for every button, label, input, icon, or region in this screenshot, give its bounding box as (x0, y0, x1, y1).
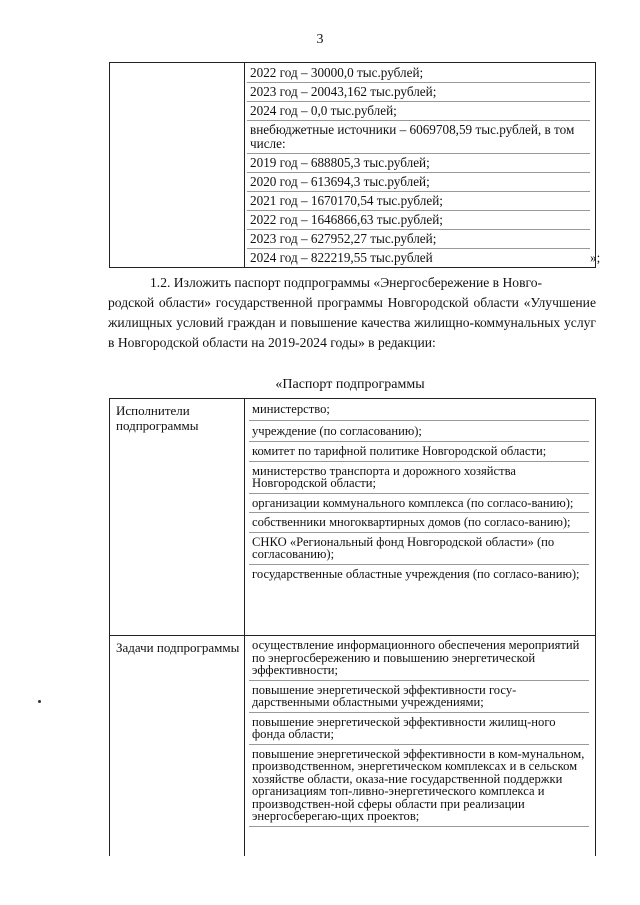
funding-line: 2023 год – 20043,162 тыс.рублей; (247, 83, 590, 102)
executor-item: министерство транспорта и дорожного хозяйства Новгородской области; (249, 462, 589, 494)
tasks-label: Задачи подпрограммы (116, 640, 240, 655)
amendment-paragraph (108, 273, 596, 353)
executors-label: Исполнители подпрограммы (116, 403, 199, 433)
executor-item: государственные областные учреждения (по согласо-ванию); (252, 566, 580, 581)
task-item: повышение энергетической эффективности жилищ-ного фонда области; (249, 713, 589, 745)
column-divider (244, 399, 245, 856)
funding-line: 2024 год – 822219,55 тыс.рублей (250, 250, 433, 265)
funding-line: 2022 год – 1646866,63 тыс.рублей; (247, 211, 590, 230)
paragraph-first-line: 1.2. Изложить паспорт подпрограммы «Энергосбережение в Новго- (150, 275, 543, 290)
executors-list (249, 399, 589, 583)
funding-line: 2022 год – 30000,0 тыс.рублей; (247, 64, 590, 83)
task-item: повышение энергетической эффективности госу-дарственными областными учреждениями; (249, 681, 589, 713)
funding-cell (247, 64, 590, 267)
margin-dot (38, 700, 41, 703)
paragraph-body: родской области» государственной программы Новгородской области «Улучшение жилищных условий граждан и повышение качества жилищно-коммунальных услуг в Новгородской области на 2019-2024 годы» в редакции: (108, 295, 596, 350)
page-number: 3 (316, 32, 324, 47)
funding-line: 2023 год – 627952,27 тыс.рублей; (247, 230, 590, 249)
funding-line: 2019 год – 688805,3 тыс.рублей; (247, 154, 590, 173)
executor-item: СНКО «Региональный фонд Новгородской области» (по согласованию); (249, 533, 589, 565)
closing-quote: »; (590, 250, 601, 265)
passport-table (109, 398, 596, 856)
funding-line: 2020 год – 613694,3 тыс.рублей; (247, 173, 590, 192)
funding-line: 2021 год – 1670170,54 тыс.рублей; (247, 192, 590, 211)
column-divider (244, 63, 245, 267)
executor-item: организации коммунального комплекса (по согласо-ванию); (249, 494, 589, 514)
funding-table (109, 62, 596, 268)
task-item: осуществление информационного обеспечения мероприятий по энергосбережению и повышению энергетической эффективности; (249, 636, 589, 681)
executor-item: собственники многоквартирных домов (по согласо-ванию); (249, 513, 589, 533)
passport-caption: «Паспорт подпрограммы (275, 377, 425, 392)
task-item: повышение энергетической эффективности в ком-мунальном, производственном, энергетическом комплексах и в сельском хозяйстве области, оказа-ние государственной поддержки организациям топ-ливно-энергетического комплекса и производствен-ной сферы области при реализации энергосберегаю-щих проектов; (249, 745, 589, 827)
executor-item: министерство; (249, 399, 589, 421)
tasks-list (249, 636, 589, 827)
funding-line: 2024 год – 0,0 тыс.рублей; (247, 102, 590, 121)
funding-line: внебюджетные источники – 6069708,59 тыс.рублей, в том числе: (247, 121, 590, 154)
executor-item: комитет по тарифной политике Новгородской области; (249, 442, 589, 462)
executor-item: учреждение (по согласованию); (249, 421, 589, 443)
